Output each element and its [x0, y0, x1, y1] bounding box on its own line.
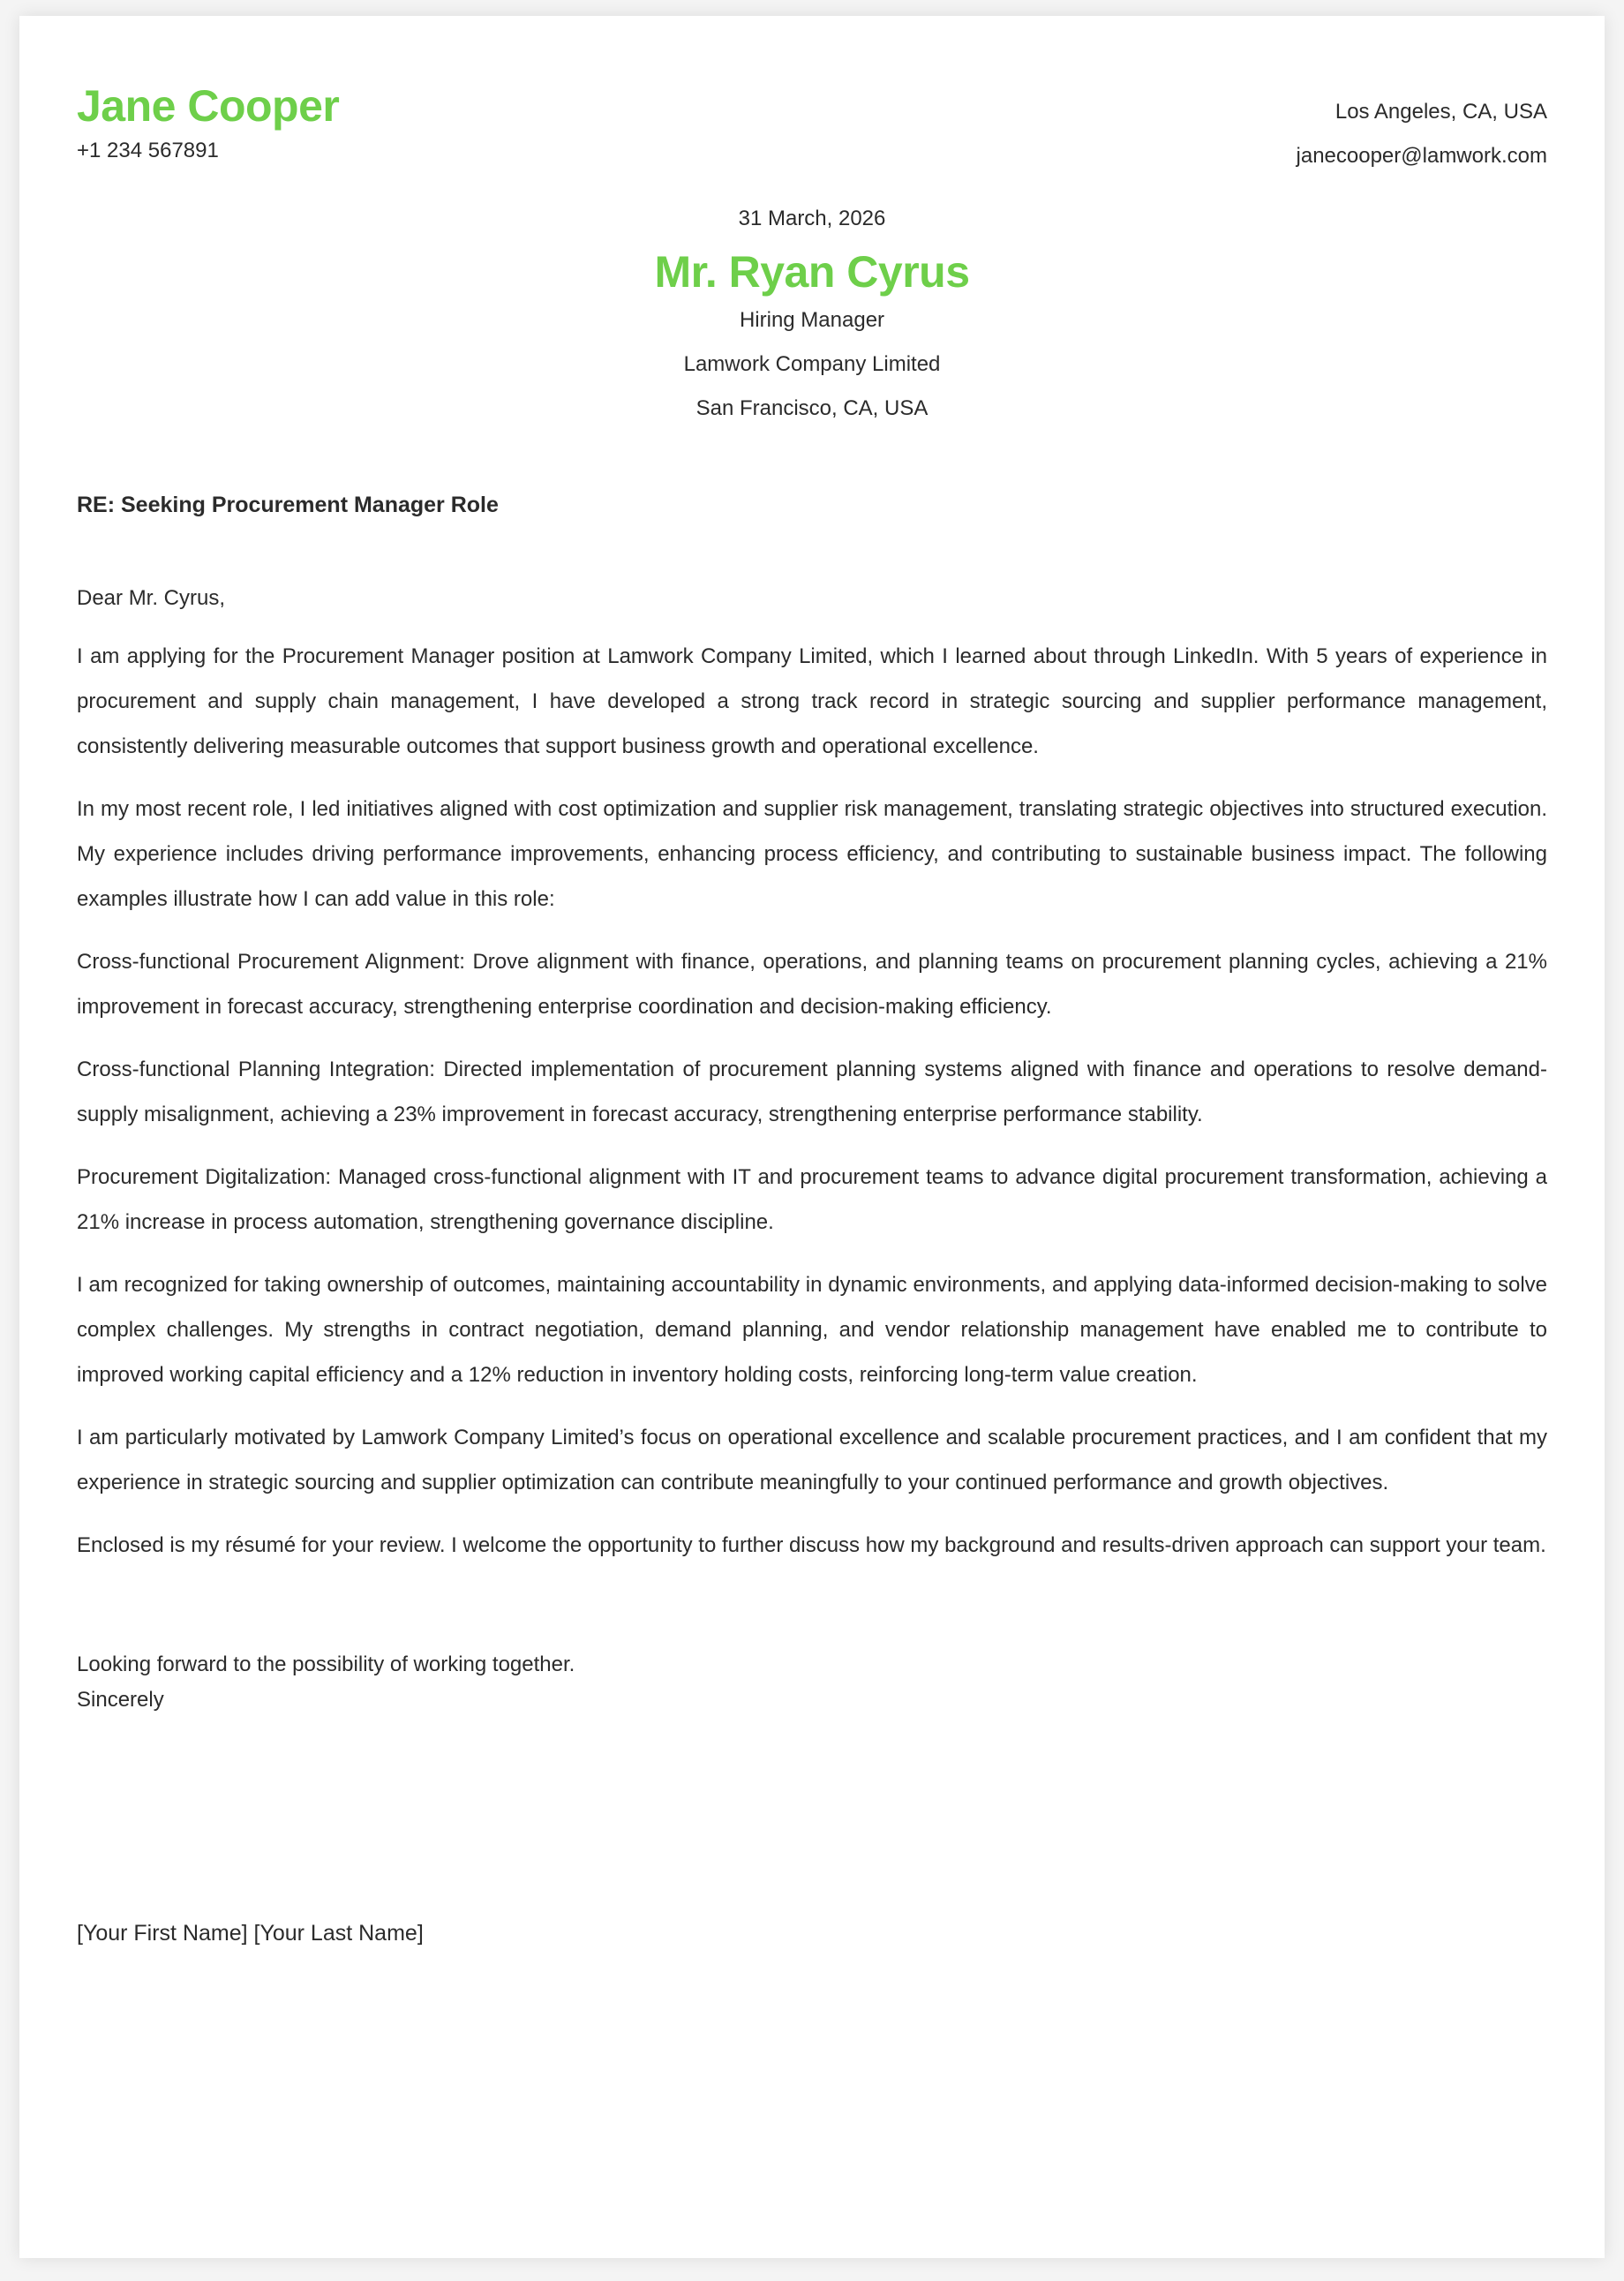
body-paragraph: Cross-functional Planning Integration: Directed implementation of procurement planning systems aligned with finance and operations to resolve demand-supply misalignment, achieving a 23% improvement in forecast accuracy, strengthening enterprise performance stability. — [77, 1058, 1547, 1126]
closing-signoff: Sincerely — [77, 1688, 164, 1712]
recipient-title: Hiring Manager — [739, 308, 885, 332]
letter-content — [77, 16, 1547, 2258]
sender-location: Los Angeles, CA, USA — [1335, 100, 1547, 124]
body-paragraph: I am particularly motivated by Lamwork Company Limited’s focus on operational excellence and scalable procurement practices, and I am confident that my experience in strategic sourcing and supplier optimization can contribute meaningfully to your continued performance and growth objectives. — [77, 1426, 1547, 1494]
recipient-name: Mr. Ryan Cyrus — [654, 247, 970, 297]
body-paragraph: In my most recent role, I led initiatives aligned with cost optimization and supplier risk management, translating strategic objectives into structured execution. My experience includes driving performance improvements, enhancing process efficiency, and contributing to sustainable business impact. The following examples illustrate how I can add value in this role: — [77, 797, 1547, 911]
signature-name: [Your First Name] [Your Last Name] — [77, 1921, 424, 1946]
body-paragraph: Cross-functional Procurement Alignment: Drove alignment with finance, operations, and planning teams on procurement planning cycles, achieving a 21% improvement in forecast accuracy, strengthening enterprise coordination and decision-making efficiency. — [77, 950, 1547, 1019]
sender-phone: +1 234 567891 — [77, 139, 219, 162]
letter-body — [77, 581, 1547, 1585]
sender-contact — [1297, 90, 1547, 178]
body-paragraph: I am applying for the Procurement Manager position at Lamwork Company Limited, which I learned about through LinkedIn. With 5 years of experience in procurement and supply chain management, I have developed a strong track record in strategic sourcing and supplier performance management, consistently delivering measurable outcomes that support business growth and operational excellence. — [77, 644, 1547, 758]
salutation: Dear Mr. Cyrus, — [77, 586, 226, 610]
recipient-location: San Francisco, CA, USA — [695, 396, 929, 420]
letter-date: 31 March, 2026 — [738, 207, 886, 230]
recipient-company: Lamwork Company Limited — [683, 352, 941, 376]
recipient-block — [77, 192, 1547, 431]
letter-subject: RE: Seeking Procurement Manager Role — [77, 493, 499, 517]
letter-closing — [77, 1647, 575, 1718]
body-paragraph: I am recognized for taking ownership of outcomes, maintaining accountability in dynamic environments, and applying data-informed decision-making to solve complex challenges. My strengths in contract negotiation, demand planning, and vendor relationship management have enabled me to contribute to improved working capital efficiency and a 12% reduction in inventory holding costs, reinforcing long-term value creation. — [77, 1273, 1547, 1387]
closing-line: Looking forward to the possibility of working together. — [77, 1652, 575, 1676]
sender-email: janecooper@lamwork.com — [1296, 144, 1547, 168]
letter-page — [19, 16, 1605, 2258]
sender-name: Jane Cooper — [77, 81, 340, 131]
body-paragraph: Procurement Digitalization: Managed cross-functional alignment with IT and procurement teams to advance digital procurement transformation, achieving a 21% increase in process automation, strengthening governance discipline. — [77, 1165, 1547, 1234]
body-paragraph: Enclosed is my résumé for your review. I welcome the opportunity to further discuss how my background and results-driven approach can support your team. — [77, 1533, 1546, 1557]
